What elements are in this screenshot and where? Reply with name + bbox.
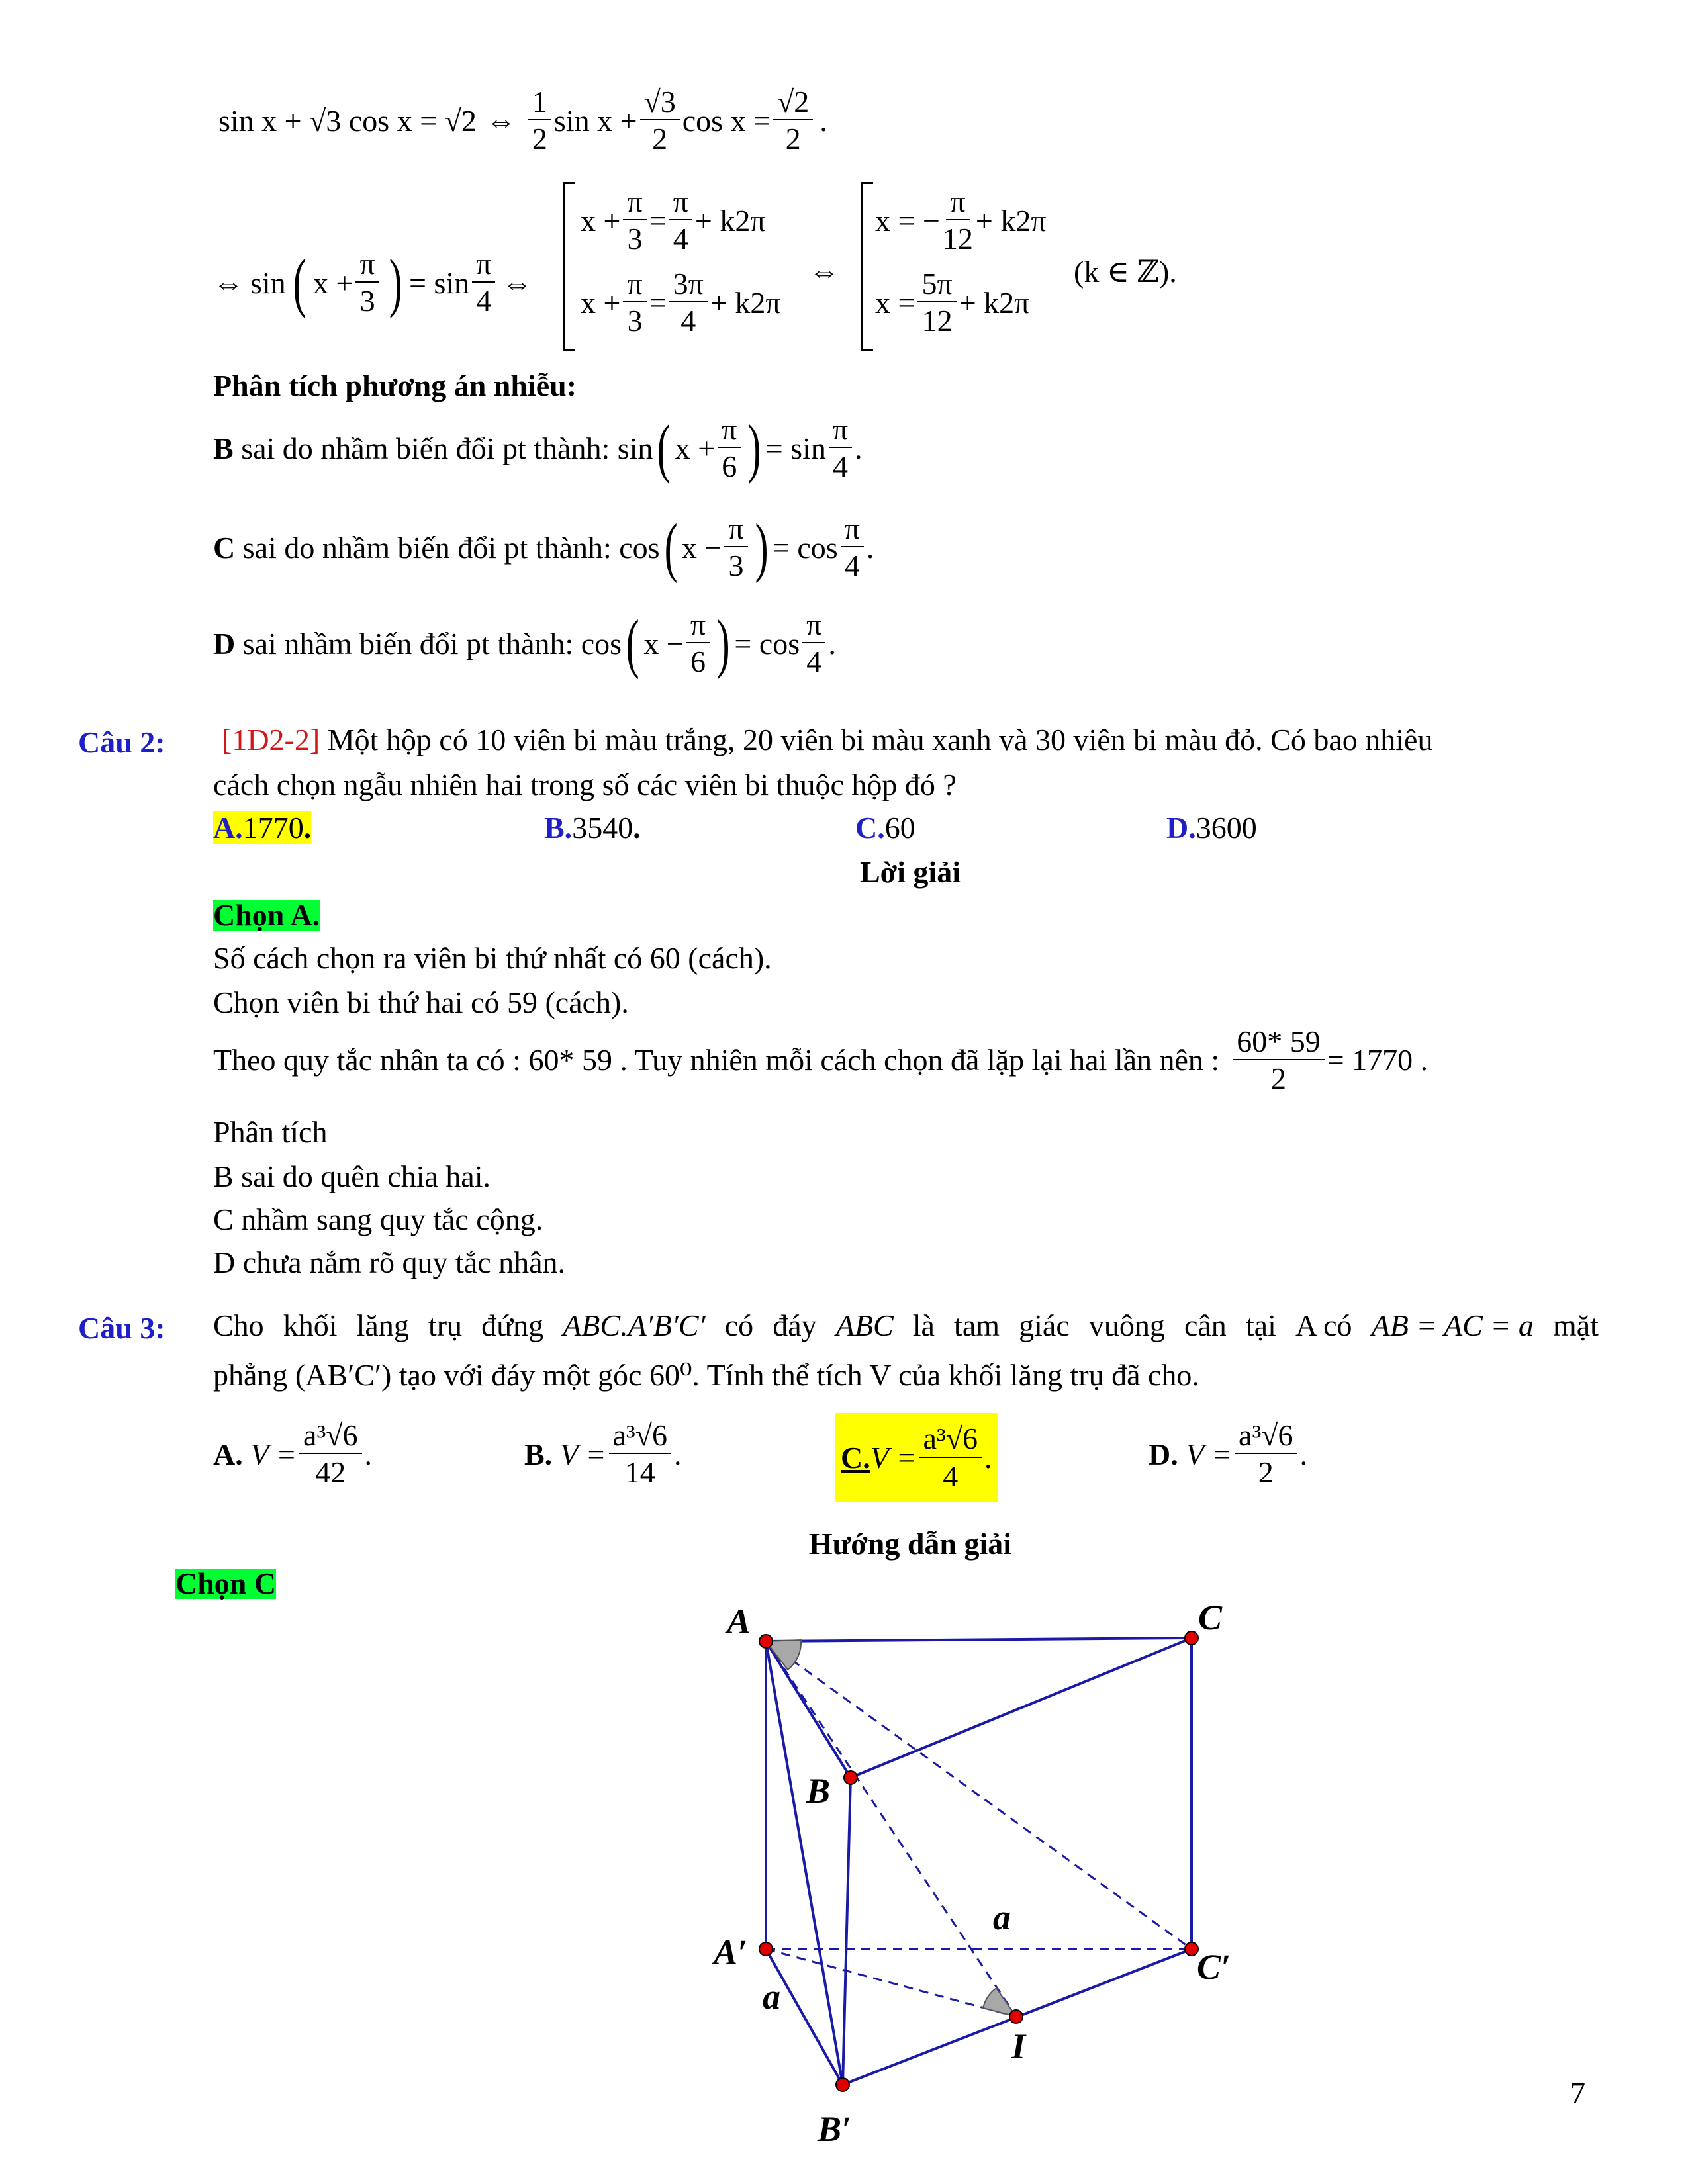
point-a [759,1635,773,1648]
bracket-2 [861,182,873,351]
edge-bb [843,1778,851,2085]
eq1-frac-1: $\frac{1}{2}$ [528,86,551,156]
point-b-prime [836,2078,849,2091]
q2-choose: Chọn A. [213,898,320,932]
edge-ac [766,1638,1192,1641]
q2-step-1: Số cách chọn ra viên bi thứ nhất có 60 (cách). [213,941,772,975]
label-c-prime: C′ [1197,1947,1231,1987]
bracket-1 [563,182,575,351]
label-a-prime: A′ [714,1933,748,1972]
equation-2: ⇔ sin ( x + $\frac{\pi}{3}$ ) = sin $\frac{\pi}{4}$ ⇔ x + $\frac{\pi}{3}$ = $\frac{\pi}{4}$ + k2π x + $\frac{\pi}{3}$ = $\frac{3\pi}{4}$ + k2π ⇔ x = − $\frac{\pi}{12}$ + k2π x = $\frac{5\pi}{12}$ + k2π (k ∈ ℤ). [213,182,1206,361]
q2-option-b[interactable]: B.3540. [544,811,641,844]
eq2-eq-sin: = sin [409,265,470,300]
k-condition: (k ∈ ℤ). [1074,255,1177,289]
eq2-frac-pi-4: $\frac{\pi}{4}$ [472,248,495,318]
q2-analysis-b: B sai do quên chia hai. [213,1160,491,1193]
q3-option-d[interactable]: D. V = $\frac{\text{a³√6}}{2}$ . [1149,1418,1308,1490]
q3-choose: Chọn C [175,1567,277,1600]
eq2-frac-pi-3: $\frac{\pi}{3}$ [355,248,379,318]
question-2-line-2: cách chọn ngẫu nhiên hai trong số các viên bi thuộc hộp đó ? [213,768,957,801]
iff-symbol: ⇔ [502,265,533,300]
q2-solution-title: Lời giải [860,855,961,889]
label-b: B [806,1771,831,1811]
page-number: 7 [1570,2076,1585,2110]
label-i: I [1011,2026,1026,2066]
label-side-a-top: a [993,1897,1011,1937]
q2-option-d[interactable]: D.3600 [1166,811,1257,844]
analysis-title: Phân tích phương án nhiễu: [213,369,577,402]
question-2-tag: [1D2-2] [222,723,320,756]
dash-a-i [766,1641,1016,2017]
question-2-line-1 [222,725,1599,755]
q2-analysis-c: C nhầm sang quy tắc cộng. [213,1203,543,1236]
q3-option-c[interactable]: C. V = $\frac{\text{a³√6}}{4}$ . [835,1413,998,1502]
q2-step-2: Chọn viên bi thứ hai có 59 (cách). [213,985,629,1019]
distractor-c: C sai do nhầm biến đổi pt thành: cos ( x − $\frac{\pi}{3}$ ) = cos $\frac{\pi}{4}$ . [213,510,874,584]
prism-figure [695,1588,1278,2164]
point-c-prime [1185,1942,1198,1956]
equation-1 [218,86,827,156]
eq2-sin: sin [250,265,286,300]
iff-symbol: ⇔ [809,254,839,288]
point-a-prime [759,1942,773,1956]
label-side-a-left: a [763,1977,780,2017]
eq1-frac-3: $\frac{√2}{2}$ [773,86,813,156]
q2-analysis-d: D chưa nắm rõ quy tắc nhân. [213,1246,566,1279]
edge-bc [851,1638,1192,1778]
distractor-b: B sai do nhầm biến đổi pt thành: sin ( x + $\frac{\pi}{6}$ ) = sin $\frac{\pi}{4}$ . [213,411,863,485]
question-3-line-2: phẳng (AB′C′) tạo với đáy một góc 60⁰. Tính thể tích V của khối lăng trụ đã cho. [213,1358,1199,1392]
eq1-mid-1: sin x + [553,103,637,138]
eq1-mid-2: cos x = [682,103,771,138]
q2-step-3: Theo quy tắc nhân ta có : 60* 59 . Tuy nhiên mỗi cách chọn đã lặp lại hai lần nên : $\frac{60* 59}{2}$ = 1770 . [213,1024,1429,1096]
point-i [1009,2010,1023,2023]
point-c [1185,1631,1198,1645]
point-b [844,1771,857,1784]
eq1-lhs: sin x + √3 cos x = √2 [218,103,477,138]
iff-symbol: ⇔ [485,103,516,138]
q3-option-a[interactable]: A. V = $\frac{\text{a³√6}}{42}$ . [213,1418,373,1490]
q2-analysis: Phân tích [213,1115,328,1149]
q3-option-b[interactable]: B. V = $\frac{\text{a³√6}}{14}$ . [524,1418,682,1490]
question-2-label: Câu 2: [78,725,165,759]
q2-option-a[interactable]: A.1770. [213,811,312,844]
eq1-end: . [820,103,827,138]
eq1-frac-2: $\frac{√3}{2}$ [640,86,680,156]
question-2-text: Một hộp có 10 viên bi màu trắng, 20 viên bi màu xanh và 30 viên bi màu đỏ. Có bao nhiêu [327,723,1433,756]
question-3-label: Câu 3: [78,1311,165,1345]
eq2-x-plus: x + [313,265,353,300]
question-3-line-1: Cho khối lăng trụ đứng ABC.A′B′C′ có đáy ABC là tam giác vuông cân tại A có AB = AC = a mặt [213,1308,1599,1342]
q2-option-c[interactable]: C.60 [855,811,915,844]
label-c: C [1198,1598,1223,1637]
iff-symbol: ⇔ [213,265,244,300]
distractor-d: D sai nhầm biến đổi pt thành: cos ( x − $\frac{\pi}{6}$ ) = cos $\frac{\pi}{4}$ . [213,606,836,680]
label-a: A [727,1602,751,1641]
label-b-prime: B′ [818,2109,852,2149]
q3-guide-title: Hướng dẫn giải [808,1527,1012,1561]
